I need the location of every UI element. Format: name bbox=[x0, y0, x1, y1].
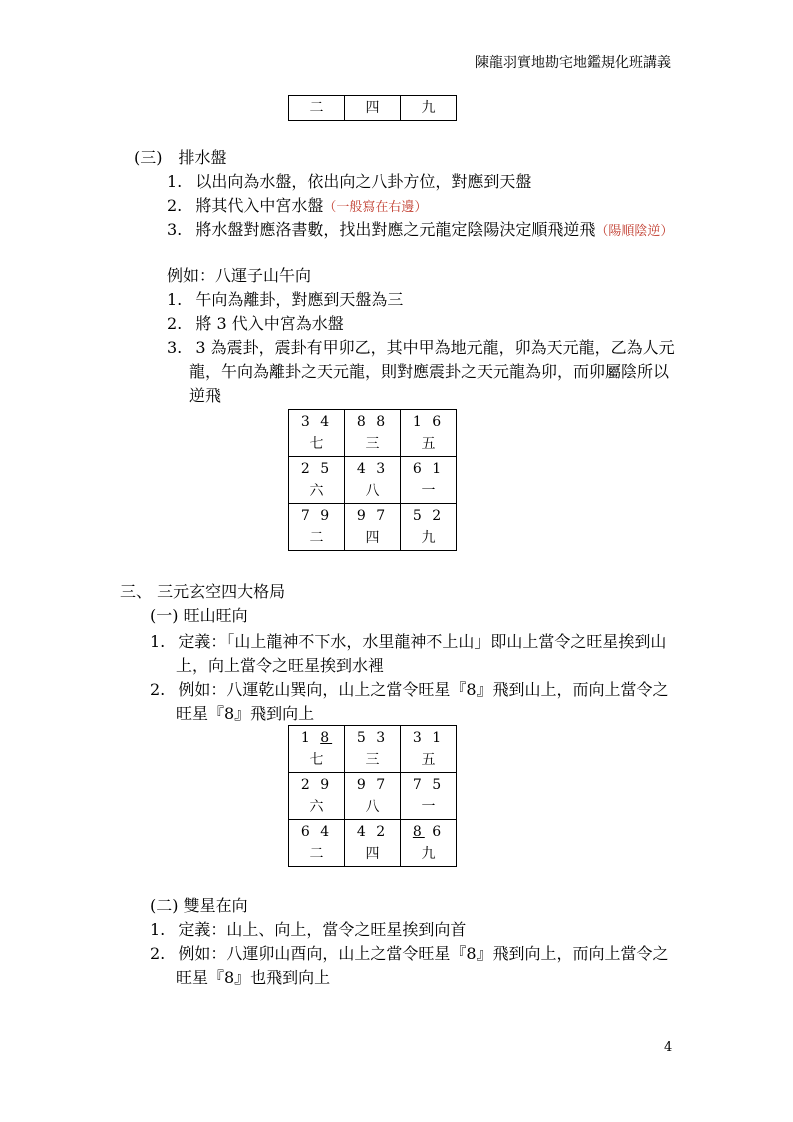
grid-cell: 5 3 三 bbox=[345, 726, 401, 773]
item-text: 例如：八運乾山巽向，山上之當令旺星『8』飛到山上，而向上當令之 bbox=[178, 680, 669, 699]
item-text-continued: 龍，午向為離卦之天元龍，則對應震卦之天元龍為卯，而卯屬陰所以 bbox=[189, 362, 670, 381]
grid-cell: 8 8 三 bbox=[345, 410, 401, 457]
item-note: （陽順陰逆） bbox=[595, 224, 674, 239]
grid-cell: 2 5 六 bbox=[289, 457, 345, 504]
item-number: 3. bbox=[167, 338, 183, 357]
item-number: 1. bbox=[150, 920, 166, 939]
list-item bbox=[167, 170, 531, 194]
grid-cell: 9 7 八 bbox=[345, 773, 401, 820]
item-text: 午向為離卦，對應到天盤為三 bbox=[195, 290, 404, 309]
document-header: 陳龍羽實地勘宅地鑑規化班講義 bbox=[475, 55, 671, 71]
grid-cell: 6 1 一 bbox=[401, 457, 457, 504]
example-heading: 例如：八運子山午向 bbox=[167, 266, 312, 285]
page-number: 4 bbox=[664, 1040, 673, 1055]
item-text: 3 為震卦，震卦有甲卯乙，其中甲為地元龍，卯為天元龍，乙為人元 bbox=[195, 338, 675, 357]
list-item bbox=[167, 312, 344, 336]
list-item bbox=[167, 218, 673, 244]
item-text: 例如：八運卯山酉向，山上之當令旺星『8』飛到向上，而向上當令之 bbox=[178, 944, 669, 963]
item-text-continued: 旺星『8』也飛到向上 bbox=[176, 968, 331, 987]
item-text-continued: 上，向上當令之旺星挨到水裡 bbox=[176, 656, 385, 675]
section-heading-main: 三、 三元玄空四大格局 bbox=[120, 582, 286, 601]
grid-cell: 4 2 四 bbox=[345, 820, 401, 867]
item-number: 2. bbox=[167, 196, 183, 215]
top-cell: 二 bbox=[289, 96, 345, 121]
subsection-heading-2: (二) 雙星在向 bbox=[150, 896, 248, 915]
list-item bbox=[167, 288, 403, 312]
list-item bbox=[150, 678, 669, 702]
grid-cell: 7 5 一 bbox=[401, 773, 457, 820]
item-text-continued: 旺星『8』飛到向上 bbox=[176, 704, 315, 723]
list-item bbox=[167, 336, 675, 360]
item-text: 以出向為水盤，依出向之八卦方位，對應到天盤 bbox=[195, 172, 532, 191]
grid-cell: 9 7 四 bbox=[345, 504, 401, 551]
list-item bbox=[150, 942, 669, 966]
list-item bbox=[167, 194, 427, 220]
item-note: （一般寫在右邊） bbox=[323, 200, 428, 215]
item-text: 將其代入中宮水盤 bbox=[195, 196, 324, 215]
top-table bbox=[288, 95, 457, 121]
grid-cell: 4 3 八 bbox=[345, 457, 401, 504]
flying-star-grid-2 bbox=[288, 725, 457, 867]
grid-cell: 3 1 五 bbox=[401, 726, 457, 773]
grid-cell: 5 2 九 bbox=[401, 504, 457, 551]
item-text-continued: 逆飛 bbox=[189, 386, 222, 405]
grid-cell: 1 8 七 bbox=[289, 726, 345, 773]
top-cell: 九 bbox=[401, 96, 457, 121]
item-number: 1. bbox=[167, 290, 183, 309]
item-number: 1. bbox=[167, 172, 183, 191]
item-text: 將 3 代入中宮為水盤 bbox=[195, 314, 344, 333]
grid-cell: 2 9 六 bbox=[289, 773, 345, 820]
section-heading-3: (三) 排水盤 bbox=[134, 148, 227, 167]
grid-cell: 1 6 五 bbox=[401, 410, 457, 457]
top-cell: 四 bbox=[345, 96, 401, 121]
item-number: 2. bbox=[150, 680, 166, 699]
grid-cell: 6 4 二 bbox=[289, 820, 345, 867]
subsection-heading-1: (一) 旺山旺向 bbox=[150, 606, 248, 625]
list-item bbox=[150, 630, 666, 654]
item-number: 3. bbox=[167, 220, 183, 239]
item-text: 定義：「山上龍神不下水，水里龍神不上山」即山上當令之旺星挨到山 bbox=[178, 632, 667, 651]
list-item bbox=[150, 918, 466, 942]
item-text: 定義：山上、向上，當令之旺星挨到向首 bbox=[178, 920, 467, 939]
flying-star-grid bbox=[288, 409, 457, 551]
grid-cell: 7 9 二 bbox=[289, 504, 345, 551]
grid-cell: 3 4 七 bbox=[289, 410, 345, 457]
grid-cell: 8 6 九 bbox=[401, 820, 457, 867]
item-number: 1. bbox=[150, 632, 166, 651]
item-text: 將水盤對應洛書數，找出對應之元龍定陰陽決定順飛逆飛 bbox=[195, 220, 596, 239]
item-number: 2. bbox=[167, 314, 183, 333]
item-number: 2. bbox=[150, 944, 166, 963]
